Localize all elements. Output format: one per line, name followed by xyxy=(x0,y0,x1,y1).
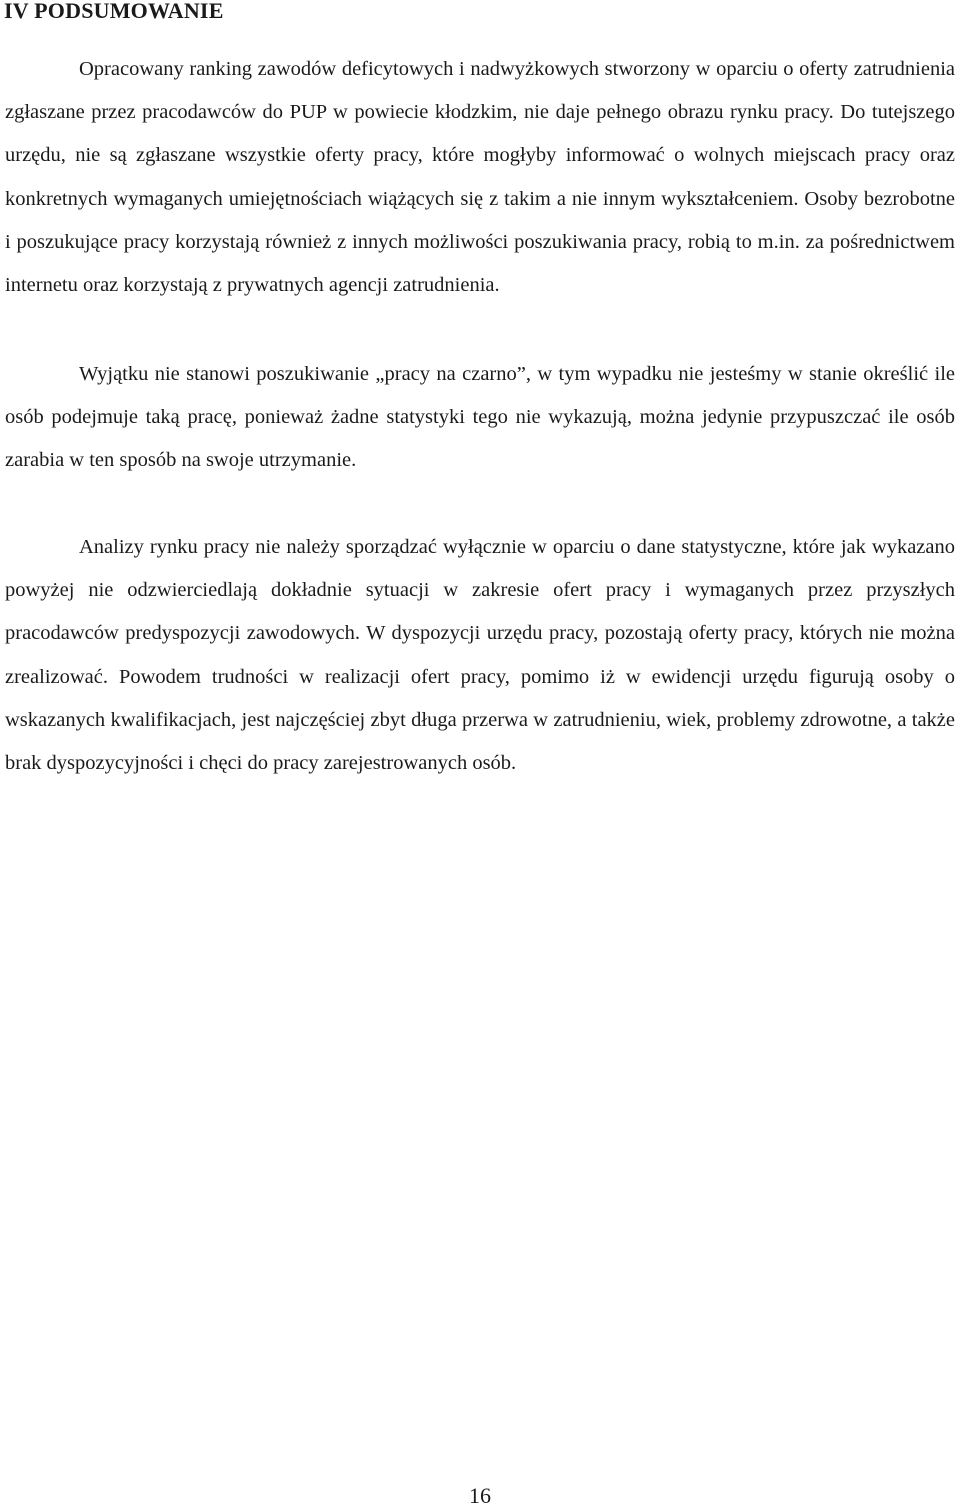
paragraph-informal-work: Wyjątku nie stanowi poszukiwanie „pracy na czarno”, w tym wypadku nie jesteśmy w stanie określić ile osób podejmuje taką pracę, ponieważ żadne statystyki tego nie wykazują, można jedynie przypuszczać ile osób zarabia w ten sposób na swoje utrzymanie. xyxy=(5,363,955,472)
section-heading: IV PODSUMOWANIE xyxy=(4,0,224,23)
page-number: 16 xyxy=(469,1483,491,1508)
paragraph-ranking-summary: Opracowany ranking zawodów deficytowych i nadwyżkowych stworzony w oparciu o oferty zatrudnienia zgłaszane przez pracodawców do PUP w powiecie kłodzkim, nie daje pełnego obrazu rynku pracy. Do tutejszego urzędu, nie są zgłaszane wszystkie oferty pracy, które mogłyby informować o wolnych miejscach pracy oraz konkretnych wymaganych umiejętnościach wiążących się z takim a nie innym wykształceniem. Osoby bezrobotne i poszukujące pracy korzystają również z innych możliwości poszukiwania pracy, robią to m.in. za pośrednictwem internetu oraz korzystają z prywatnych agencji zatrudnienia. xyxy=(5,58,955,297)
paragraph-labor-market-analysis: Analizy rynku pracy nie należy sporządzać wyłącznie w oparciu o dane statystyczne, które jak wykazano powyżej nie odzwierciedlają dokładnie sytuacji w zakresie ofert pracy i wymaganych przez przyszłych pracodawców predyspozycji zawodowych. W dyspozycji urzędu pracy, pozostają oferty pracy, których nie można zrealizować. Powodem trudności w realizacji ofert pracy, pomimo iż w ewidencji urzędu figurują osoby o wskazanych kwalifikacjach, jest najczęściej zbyt długa przerwa w zatrudnieniu, wiek, problemy zdrowotne, a także brak dyspozycyjności i chęci do pracy zarejestrowanych osób. xyxy=(5,536,955,775)
